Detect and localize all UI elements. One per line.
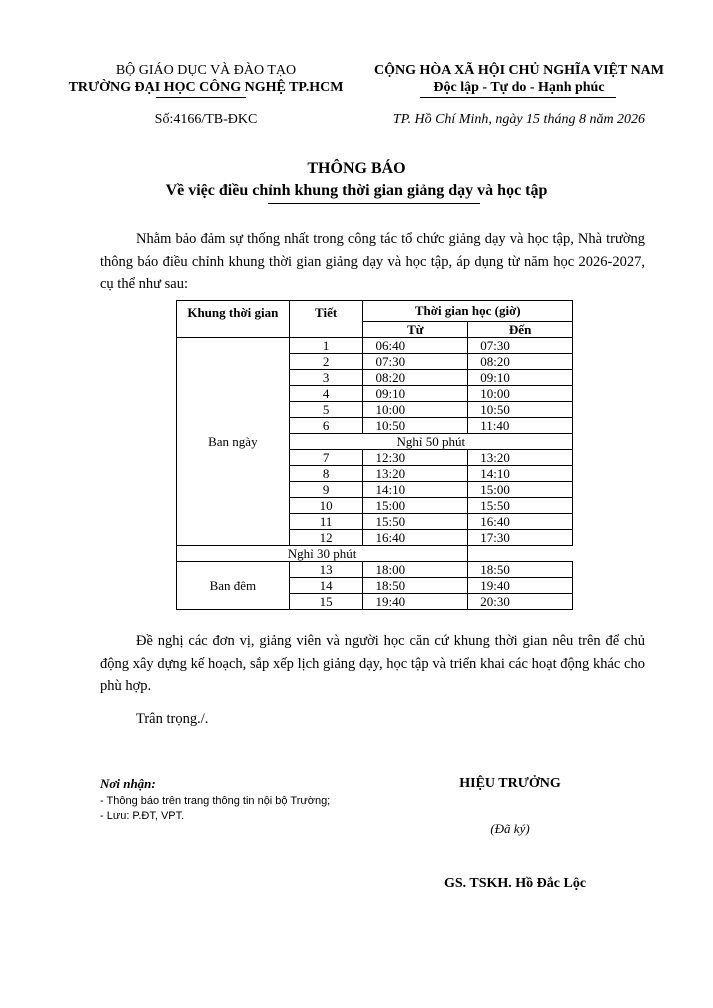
intro-paragraph — [100, 228, 645, 296]
subject-underline — [268, 203, 480, 204]
from-cell: 19:40 — [363, 594, 468, 610]
closing-paragraph — [100, 630, 645, 698]
from-cell: 07:30 — [363, 354, 468, 370]
period-cell: 14 — [289, 578, 363, 594]
frame-day: Ban ngày — [177, 338, 290, 546]
period-cell: 7 — [289, 450, 363, 466]
from-cell: 15:00 — [363, 498, 468, 514]
header-from: Từ — [363, 322, 468, 338]
header-to: Đến — [468, 322, 573, 338]
from-cell: 15:50 — [363, 514, 468, 530]
period-cell: 12 — [289, 530, 363, 546]
intro-text: Nhằm bảo đảm sự thống nhất trong công tác tổ chức giảng dạy và học tập, Nhà trường thông báo điều chỉnh khung thời gian giảng dạy và học tập, áp dụng từ năm học 2026-2027, cụ thể như sau: — [100, 231, 645, 292]
table-row — [177, 338, 573, 354]
to-cell: 11:40 — [468, 418, 573, 434]
break-50: Nghỉ 50 phút — [289, 434, 572, 450]
regards: Trân trọng./. — [136, 711, 209, 727]
break-row — [177, 546, 573, 562]
to-cell: 13:20 — [468, 450, 573, 466]
from-cell: 09:10 — [363, 386, 468, 402]
from-cell: 18:50 — [363, 578, 468, 594]
from-cell: 10:50 — [363, 418, 468, 434]
period-cell: 15 — [289, 594, 363, 610]
header-period: Tiết — [289, 301, 363, 338]
to-cell: 10:50 — [468, 402, 573, 418]
from-cell: 16:40 — [363, 530, 468, 546]
signed-note: (Đã ký) — [490, 821, 530, 836]
to-cell: 16:40 — [468, 514, 573, 530]
motto-underline — [420, 97, 616, 98]
to-cell: 10:00 — [468, 386, 573, 402]
period-cell: 2 — [289, 354, 363, 370]
period-cell: 10 — [289, 498, 363, 514]
period-cell: 4 — [289, 386, 363, 402]
to-cell: 20:30 — [468, 594, 573, 610]
ministry-name: BỘ GIÁO DỤC VÀ ĐÀO TẠO — [115, 63, 297, 78]
period-cell: 3 — [289, 370, 363, 386]
national-motto: Độc lập - Tự do - Hạnh phúc — [433, 80, 605, 95]
from-cell: 14:10 — [363, 482, 468, 498]
header-study-time: Thời gian học (giờ) — [363, 301, 573, 322]
period-cell: 13 — [289, 562, 363, 578]
from-cell: 18:00 — [363, 562, 468, 578]
document-subject: Về việc điều chỉnh khung thời gian giảng dạy và học tập — [165, 182, 548, 199]
closing-text: Đề nghị các đơn vị, giảng viên và người học căn cứ khung thời gian nêu trên để chủ động xây dựng kế hoạch, sắp xếp lịch giảng dạy, học tập và triển khai các hoạt động khác cho phù hợp. — [100, 633, 645, 694]
from-cell: 08:20 — [363, 370, 468, 386]
to-cell: 08:20 — [468, 354, 573, 370]
break-30: Nghỉ 30 phút — [177, 546, 468, 562]
to-cell: 15:00 — [468, 482, 573, 498]
period-cell: 9 — [289, 482, 363, 498]
university-underline — [156, 97, 246, 98]
recipients-title: Nơi nhận: — [100, 776, 156, 791]
document-number: Số:4166/TB-ĐKC — [154, 112, 258, 127]
header-time-frame: Khung thời gian — [177, 301, 290, 338]
place-and-date: TP. Hồ Chí Minh, ngày 15 tháng 8 năm 2026 — [392, 112, 646, 127]
to-cell: 09:10 — [468, 370, 573, 386]
period-cell: 8 — [289, 466, 363, 482]
period-cell: 1 — [289, 338, 363, 354]
period-cell: 11 — [289, 514, 363, 530]
to-cell: 14:10 — [468, 466, 573, 482]
frame-night: Ban đêm — [177, 562, 290, 610]
university-name: TRƯỜNG ĐẠI HỌC CÔNG NGHỆ TP.HCM — [68, 80, 344, 95]
document-title: THÔNG BÁO — [307, 160, 406, 177]
to-cell: 18:50 — [468, 562, 573, 578]
to-cell: 19:40 — [468, 578, 573, 594]
signer-name: GS. TSKH. Hồ Đắc Lộc — [443, 876, 587, 891]
period-cell: 6 — [289, 418, 363, 434]
timetable — [176, 300, 573, 610]
country-name: CỘNG HÒA XÃ HỘI CHỦ NGHĨA VIỆT NAM — [373, 63, 664, 78]
from-cell: 12:30 — [363, 450, 468, 466]
from-cell: 13:20 — [363, 466, 468, 482]
table-row — [177, 562, 573, 578]
to-cell: 15:50 — [468, 498, 573, 514]
to-cell: 17:30 — [468, 530, 573, 546]
from-cell: 06:40 — [363, 338, 468, 354]
signer-role: HIỆU TRƯỞNG — [459, 776, 561, 791]
from-cell: 10:00 — [363, 402, 468, 418]
recipient-item: - Lưu: P.ĐT, VPT. — [100, 810, 185, 822]
to-cell: 07:30 — [468, 338, 573, 354]
period-cell: 5 — [289, 402, 363, 418]
recipient-item: - Thông báo trên trang thông tin nội bộ Trường; — [100, 795, 331, 807]
